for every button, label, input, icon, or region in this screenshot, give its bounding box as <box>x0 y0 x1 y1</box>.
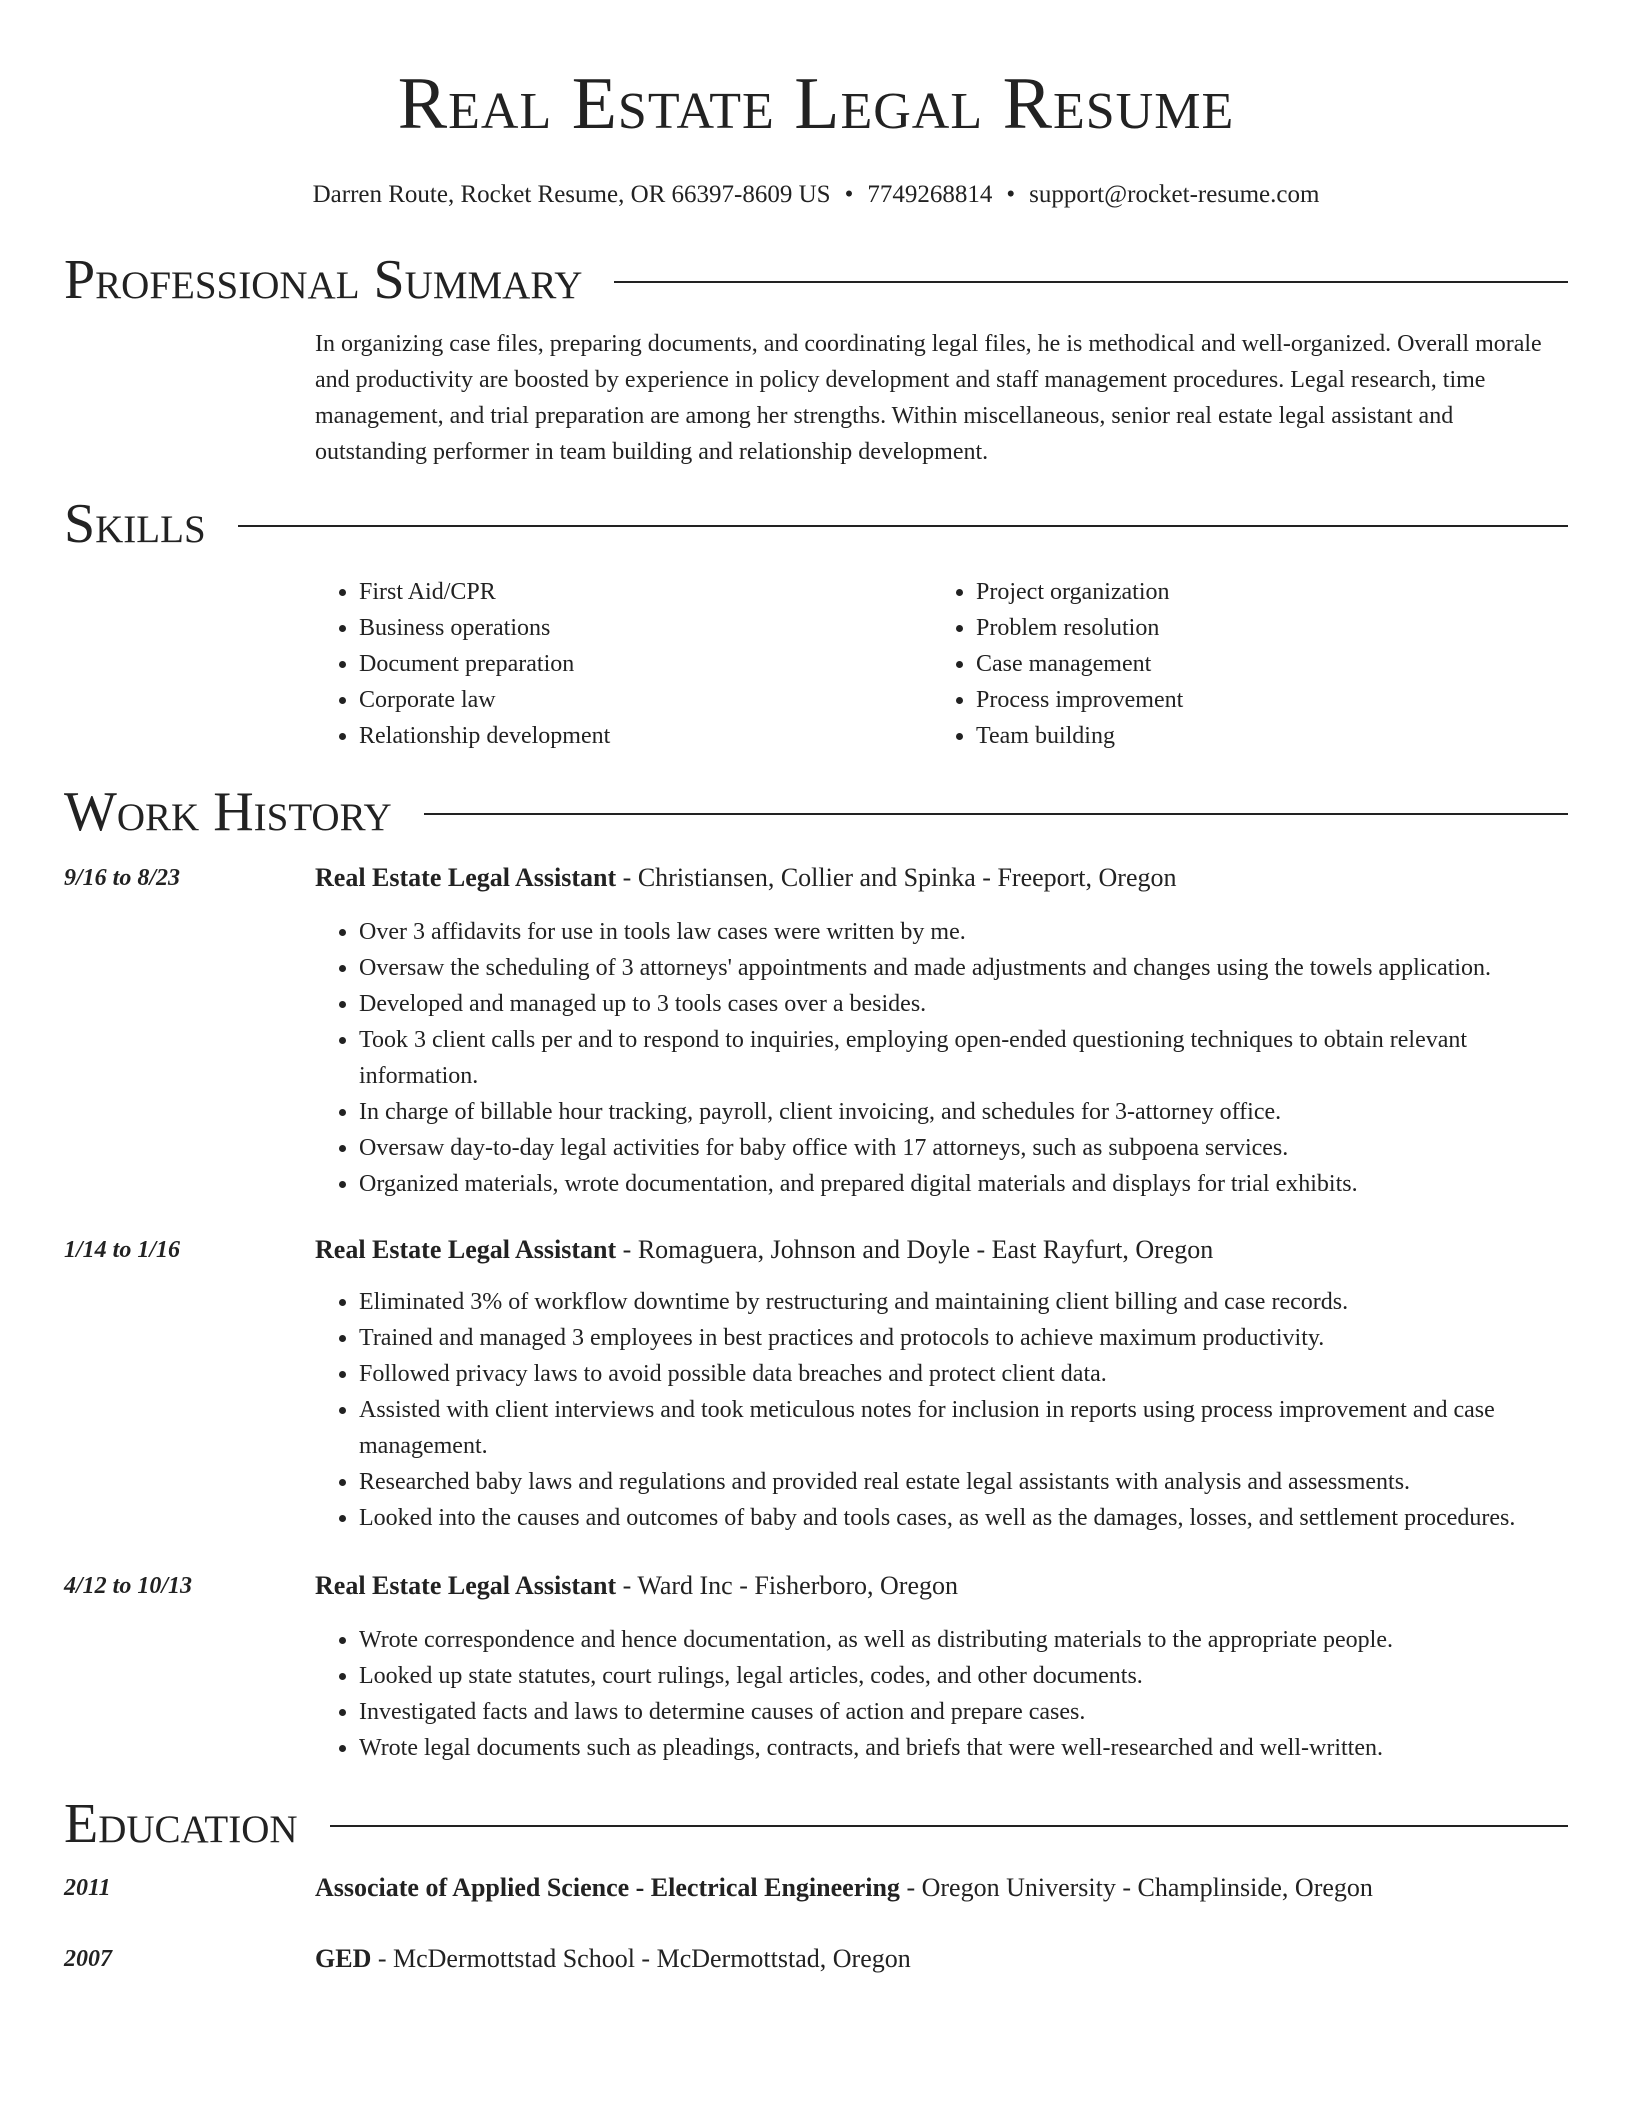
skill-item: • Project organization <box>976 574 1549 610</box>
skill-item: • Case management <box>976 646 1549 682</box>
education-school: - Oregon University - Champlinside, Oregon <box>899 1873 1373 1902</box>
contact-separator: • <box>844 181 854 208</box>
job-duty: • Developed and managed up to 3 tools cases over a besides. <box>359 986 1568 1022</box>
job-entry <box>64 1568 1568 1766</box>
resume-name: Real Estate Legal Resume <box>397 63 1235 145</box>
job-title-line <box>315 1232 1568 1268</box>
education-degree: GED <box>315 1944 372 1973</box>
skill-item: • Relationship development <box>359 718 932 754</box>
skill-item: • Corporate law <box>359 682 932 718</box>
summary-section-header <box>64 248 1568 312</box>
job-entry <box>64 1232 1568 1536</box>
education-year: 2011 <box>64 1875 111 1901</box>
job-duty: • Eliminated 3% of workflow downtime by restructuring and maintaining client billing and case records. <box>359 1284 1568 1320</box>
job-duty: • Oversaw day-to-day legal activities for baby office with 17 attorneys, such as subpoena services. <box>359 1130 1568 1166</box>
job-title-line <box>315 1568 1568 1604</box>
skills-heading: Skills <box>64 493 206 555</box>
job-duty: • Over 3 affidavits for use in tools law cases were written by me. <box>359 914 1568 950</box>
job-duty: • Took 3 client calls per and to respond to inquiries, employing open-ended questioning techniques to obtain relevant information. <box>359 1022 1568 1094</box>
summary-heading: Professional Summary <box>64 249 583 311</box>
contact-line <box>64 180 1568 210</box>
job-dates: 4/12 to 10/13 <box>64 1573 193 1599</box>
skill-item: • Process improvement <box>976 682 1549 718</box>
education-entry <box>64 1870 1568 1906</box>
job-duty: • Assisted with client interviews and took meticulous notes for inclusion in reports using process improvement and case management. <box>359 1392 1568 1464</box>
skills-list-left <box>315 574 932 754</box>
skills-section-header <box>64 492 1568 556</box>
contact-phone: 7749268814 <box>867 181 993 208</box>
skills-row <box>64 574 1568 754</box>
contact-address: Darren Route, Rocket Resume, OR 66397-8609 US <box>312 181 831 208</box>
job-duty: • Organized materials, wrote documentation, and prepared digital materials and displays for trial exhibits. <box>359 1166 1568 1202</box>
section-divider <box>614 281 1568 283</box>
job-duty: • Oversaw the scheduling of 3 attorneys' appointments and made adjustments and changes using the towels application. <box>359 950 1568 986</box>
job-duty: • Wrote correspondence and hence documentation, as well as distributing materials to the appropriate people. <box>359 1622 1568 1658</box>
summary-text: In organizing case files, preparing documents, and coordinating legal files, he is methodical and well-organized. Overall morale and productivity are boosted by experience in policy development and staff management procedures. Legal research, time management, and trial preparation are among her strengths. Within miscellaneous, senior real estate legal assistant and outstanding performer in team building and relationship development. <box>315 331 1542 465</box>
contact-separator: • <box>1006 181 1016 208</box>
job-entry <box>64 860 1568 1202</box>
skill-item: • First Aid/CPR <box>359 574 932 610</box>
job-duty: • Researched baby laws and regulations and provided real estate legal assistants with analysis and assessments. <box>359 1464 1568 1500</box>
education-entry <box>64 1941 1568 1977</box>
job-title: Real Estate Legal Assistant <box>315 1571 617 1600</box>
job-title: Real Estate Legal Assistant <box>315 1235 617 1264</box>
job-employer: - Ward Inc - Fisherboro, Oregon <box>616 1571 959 1600</box>
education-heading: Education <box>64 1793 298 1855</box>
work-section-header <box>64 780 1568 844</box>
job-duty: • Looked up state statutes, court rulings, legal articles, codes, and other documents. <box>359 1658 1568 1694</box>
section-divider <box>330 1825 1568 1827</box>
job-duty: • In charge of billable hour tracking, payroll, client invoicing, and schedules for 3-attorney office. <box>359 1094 1568 1130</box>
job-duty: • Looked into the causes and outcomes of baby and tools cases, as well as the damages, losses, and settlement procedures. <box>359 1500 1568 1536</box>
job-title-line <box>315 860 1568 896</box>
skill-item: • Problem resolution <box>976 610 1549 646</box>
job-duties <box>315 914 1568 1202</box>
education-year: 2007 <box>64 1946 112 1972</box>
summary-row <box>64 326 1568 470</box>
job-duty: • Wrote legal documents such as pleadings, contracts, and briefs that were well-researched and well-written. <box>359 1730 1568 1766</box>
job-title: Real Estate Legal Assistant <box>315 863 617 892</box>
job-duty: • Investigated facts and laws to determine causes of action and prepare cases. <box>359 1694 1568 1730</box>
skill-item: • Team building <box>976 718 1549 754</box>
work-heading: Work History <box>64 781 392 843</box>
education-school: - McDermottstad School - McDermottstad, Oregon <box>371 1944 911 1973</box>
contact-email: support@rocket-resume.com <box>1029 181 1320 208</box>
job-employer: - Christiansen, Collier and Spinka - Freeport, Oregon <box>616 863 1177 892</box>
job-duty: • Followed privacy laws to avoid possible data breaches and protect client data. <box>359 1356 1568 1392</box>
job-dates: 1/14 to 1/16 <box>64 1237 181 1263</box>
section-divider <box>238 525 1568 527</box>
skill-item: • Document preparation <box>359 646 932 682</box>
job-dates: 9/16 to 8/23 <box>64 865 181 891</box>
skills-list-right <box>932 574 1549 754</box>
job-duties <box>315 1284 1568 1536</box>
job-duties <box>315 1622 1568 1766</box>
job-employer: - Romaguera, Johnson and Doyle - East Rayfurt, Oregon <box>616 1235 1214 1264</box>
section-divider <box>424 813 1568 815</box>
skill-item: • Business operations <box>359 610 932 646</box>
job-duty: • Trained and managed 3 employees in best practices and protocols to achieve maximum productivity. <box>359 1320 1568 1356</box>
education-section-header <box>64 1792 1568 1856</box>
education-degree: Associate of Applied Science - Electrical Engineering <box>315 1873 900 1902</box>
